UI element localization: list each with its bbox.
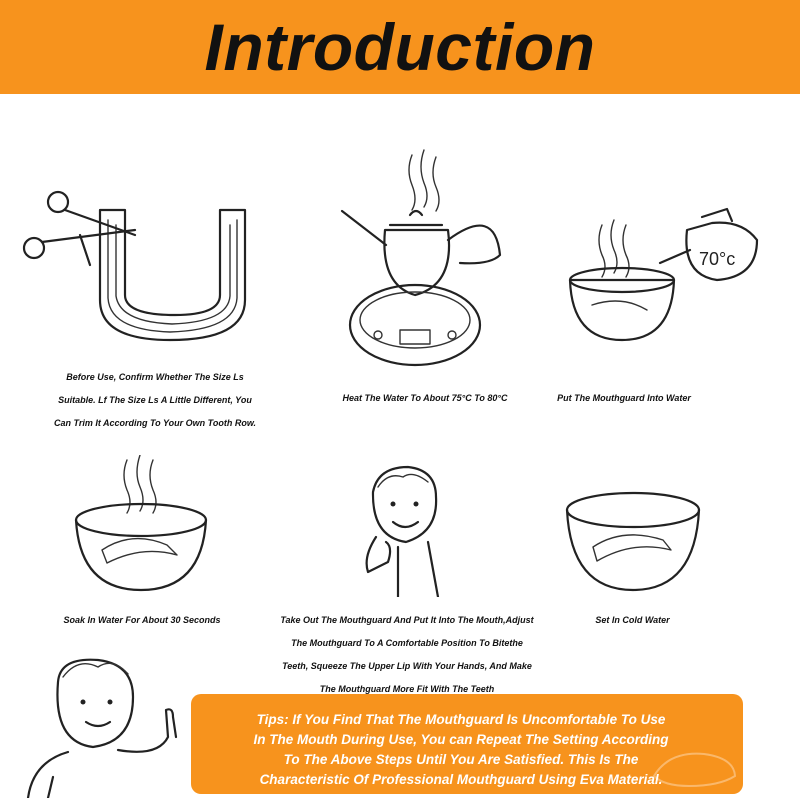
tips-line: Tips: If You Find That The Mouthguard Is Uncomfortable To Use: [256, 712, 666, 727]
boy-pointing-icon: [8, 652, 188, 798]
kettle-heater-icon: [320, 145, 510, 375]
tips-text: [211, 710, 711, 790]
page-title: Introduction: [204, 10, 596, 84]
caption-line: The Mouthguard More Fit With The Teeth: [319, 684, 495, 694]
caption-line: Set In Cold Water: [595, 615, 670, 625]
cold-water-bowl-icon: [563, 485, 703, 600]
header-banner: [0, 0, 800, 94]
caption-line: Suitable. Lf The Size Ls A Little Different, You: [58, 395, 252, 405]
caption-line: Put The Mouthguard Into Water: [557, 393, 691, 403]
tips-line: Characteristic Of Professional Mouthguard Using Eva Material.: [259, 772, 663, 787]
step-6-caption: [560, 609, 705, 632]
caption-line: Teeth, Squeeze The Upper Lip With Your Hands, And Make: [282, 661, 532, 671]
step-2-caption: [320, 387, 530, 410]
tips-line: In The Mouth During Use, You can Repeat The Setting According: [253, 732, 669, 747]
kettle-temperature-label: 70°c: [699, 249, 736, 269]
step-3-caption: [530, 387, 718, 410]
caption-line: Soak In Water For About 30 Seconds: [63, 615, 221, 625]
caption-line: The Mouthguard To A Comfortable Position To Bitethe: [291, 638, 523, 648]
scissors-trim-icon: [20, 180, 260, 350]
caption-line: Heat The Water To About 75°C To 80°C: [342, 393, 508, 403]
tips-box: [191, 694, 743, 794]
step-1-caption: [30, 366, 280, 435]
step-5-caption: [262, 609, 552, 701]
caption-line: Before Use, Confirm Whether The Size Ls: [66, 372, 244, 382]
soaking-bowl-icon: [72, 455, 210, 595]
caption-line: Take Out The Mouthguard And Put It Into The Mouth,Adjust: [280, 615, 534, 625]
boy-fitting-icon: [358, 462, 448, 597]
pour-water-bowl-icon: [562, 205, 767, 355]
caption-line: Can Trim It According To Your Own Tooth Row.: [54, 418, 256, 428]
tips-line: To The Above Steps Until You Are Satisfied. This Is The: [283, 752, 639, 767]
step-4-caption: [42, 609, 242, 632]
